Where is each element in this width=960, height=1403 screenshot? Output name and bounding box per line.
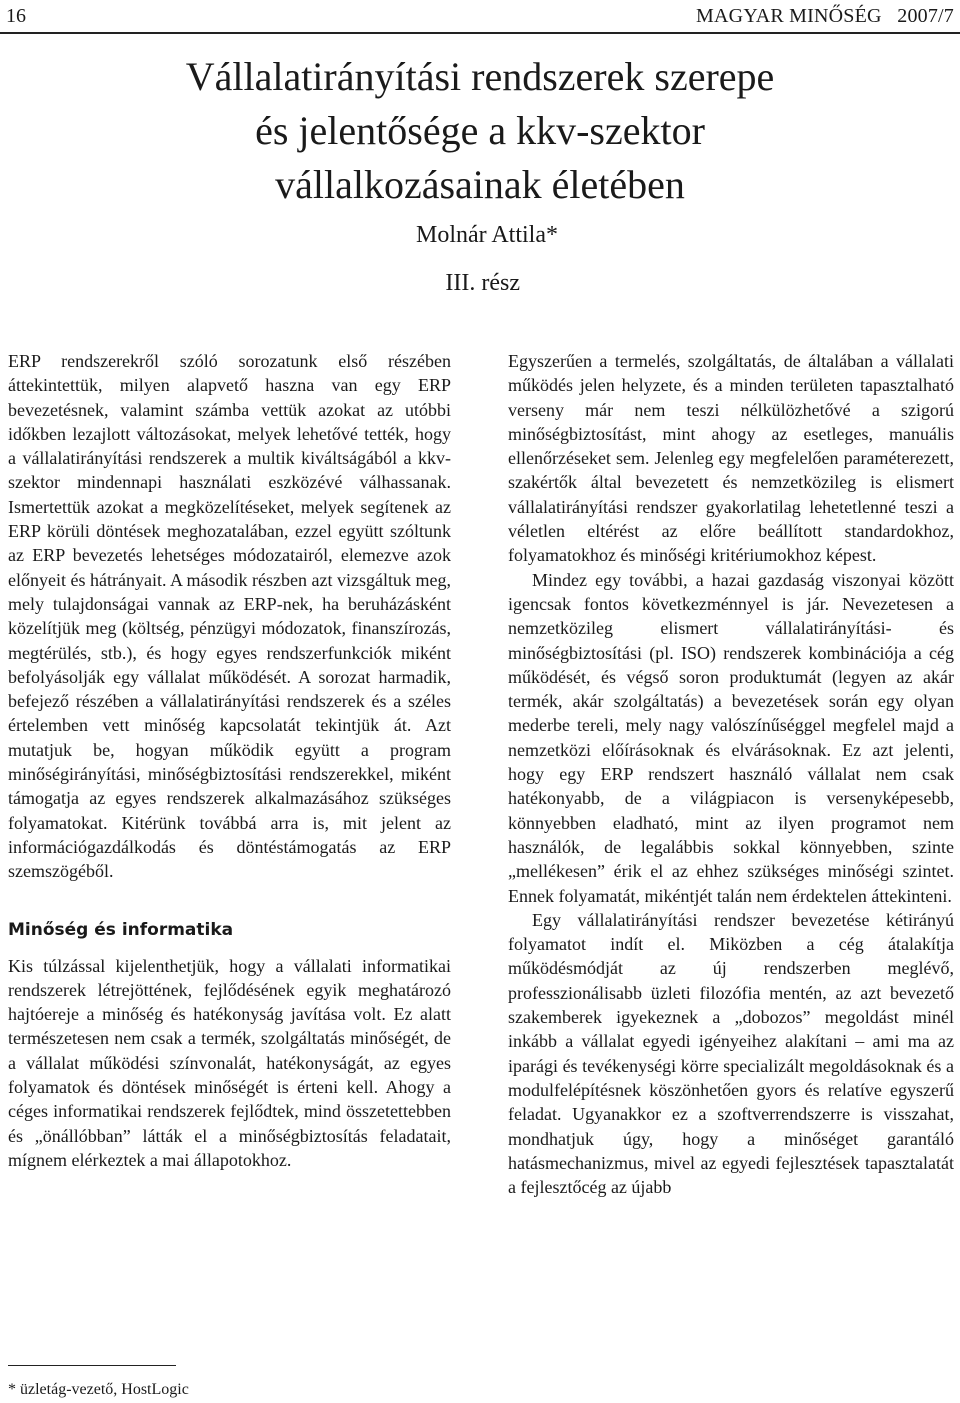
section-paragraph: Kis túlzással kijelenthetjük, hogy a vállalati informatikai rendszerek létrejöttének, fejlődésének egyik meghatározó hajtóereje a minőség és hatékonyság javítása volt. Ez alatt természetesen nem csak a termék, szolgáltatás minőségét, de a vállalat működési színvonalát, hatékonyságát, az egyes folyamatok és döntések minőségét is érteni kell. Ahogy a céges informatikai rendszerek fejlődtek, mind összetettebben és „önállóbban” látták el a minőségbiztosítás feladatait, mígnem elérkeztek a mai állapotokhoz. bbox=[8, 955, 451, 1170]
title-line-1: Vállalatirányítási rendszerek szerepe bbox=[185, 54, 775, 99]
right-paragraph-1: Egyszerűen a termelés, szolgáltatás, de általában a vállalati működés jelen helyzete, és a minden területen tapasztalható verseny már nem teszi nélkülözhetővé a szigorú minőségbiztosítást, mint ahogy az esetleges, manuális ellenőrzéseket sem. Jelenleg egy megfelelően paraméterezett, szakértők által bevezetett és nemzetközileg is elismert vállalatirányítási rendszer gyakorlatilag lehetetlenné teszi a véletlen eltérést az előre beállított standardokhoz, folyamatokhoz és minőségi kritériumokhoz képest. bbox=[508, 351, 954, 566]
journal-running-head: MAGYAR MINŐSÉG 2007/7 bbox=[696, 5, 954, 27]
footnote: * üzletág-vezető, HostLogic bbox=[8, 1381, 189, 1398]
article-title bbox=[0, 50, 960, 212]
title-line-2: és jelentősége a kkv-szektor bbox=[255, 108, 705, 153]
author-name: Molnár Attila* bbox=[416, 222, 558, 248]
right-paragraph-3: Egy vállalatirányítási rendszer bevezetése kétirányú folyamatot indít el. Miközben a cég átalakítja működésmódját az új rendszerben meglévő, professzionálisabb üzleti filozófia mentén, az azt bevezető szakemberek igyekeznek a „dobozos” megoldást minél inkább a vállalat egyedi igényeihez alakítani – ami ma az iparági és tevékenységi körre specializált megoldásoknak és a modulfelépítésnek köszönhetően gyors és relatíve egyszerű feladat. Ugyanakkor ez a szoftverrendszerre is visszahat, mondhatjuk úgy, hogy a minőséget garantáló hatásmechanizmus, mivel az egyedi fejlesztések tapasztalatát a fejlesztőcég az újabb bbox=[508, 909, 954, 1198]
title-line-3: vállalkozásainak életében bbox=[275, 162, 685, 207]
footnote-rule bbox=[8, 1365, 176, 1366]
page-number: 16 bbox=[6, 5, 26, 27]
header-rule bbox=[0, 32, 960, 34]
right-column bbox=[508, 349, 954, 1199]
series-part: III. rész bbox=[445, 270, 520, 296]
right-paragraph-2: Mindez egy további, a hazai gazdaság viszonyai között igencsak fontos következménnyel is jár. Nevezetesen a nemzetközileg elismert vállalatirányítási- és minőségbiztosítási (pl. ISO) rendszerek kombinációja a cég működését, és végső soron produktumát (legyen az akár termék, akár szolgáltatás) a bevezetések során egy olyan mederbe tereli, mely nagy valószínűséggel megfelel majd a nemzetközi előírásoknak és elvárásoknak. Ez azt jelenti, hogy egy ERP rendszert használó vállalat nem csak hatékonyabb, de a világpiacon is versenyképesebb, könnyebben eladható, mint az ilyen programot nem használók, de legalábbis sokkal könnyebben, szinte „mellékesen” érik el az ehhez szükséges minőségi szintet. Ennek folyamatát, mikéntjét talán nem érdektelen áttekinteni. bbox=[508, 569, 954, 906]
left-column bbox=[8, 349, 451, 1172]
section-heading: Minőség és informatika bbox=[8, 919, 234, 940]
intro-paragraph: ERP rendszerekről szóló sorozatunk első részében áttekintettük, milyen alapvető haszna van egy ERP bevezetésnek, valamint számba vettük azokat az utóbbi időkben lezajlott változásokat, melyek lehetővé tették, hogy a vállalatirányítási rendszerek a multik kiváltságából a kkv-szektor mindennapi használati eszközévé válhassanak. Ismertettük azokat a megközelítéseket, melyek segítenek az ERP körüli döntések meghozatalában, ezzel együtt szóltunk az ERP bevezetés lehetséges módozatairól, elemezve azok előnyeit és hátrányait. A második részben azt vizsgáltuk meg, mely tulajdonságai vannak az ERP-nek, ha beruházásként közelítjük meg (költség, pénzügyi módozatok, finanszírozás, megtérülés, stb.), és hogy egyes rendszerfunkciók miként befolyásolják egy vállalat működését. A sorozat harmadik, befejező részében a vállalatirányítási rendszerek és a széles értelemben vett minőség kapcsolatát tekintjük át. Azt mutatjuk be, hogyan működik együtt a program minőségirányítási, minőségbiztosítási rendszerekkel, miként támogatja az egyes rendszerek alkalmazásához szükséges folyamatokat. Kitérünk továbbá arra is, mit jelent az információgazdálkodás és döntéstámogatás az ERP szemszögéből. bbox=[8, 351, 451, 882]
